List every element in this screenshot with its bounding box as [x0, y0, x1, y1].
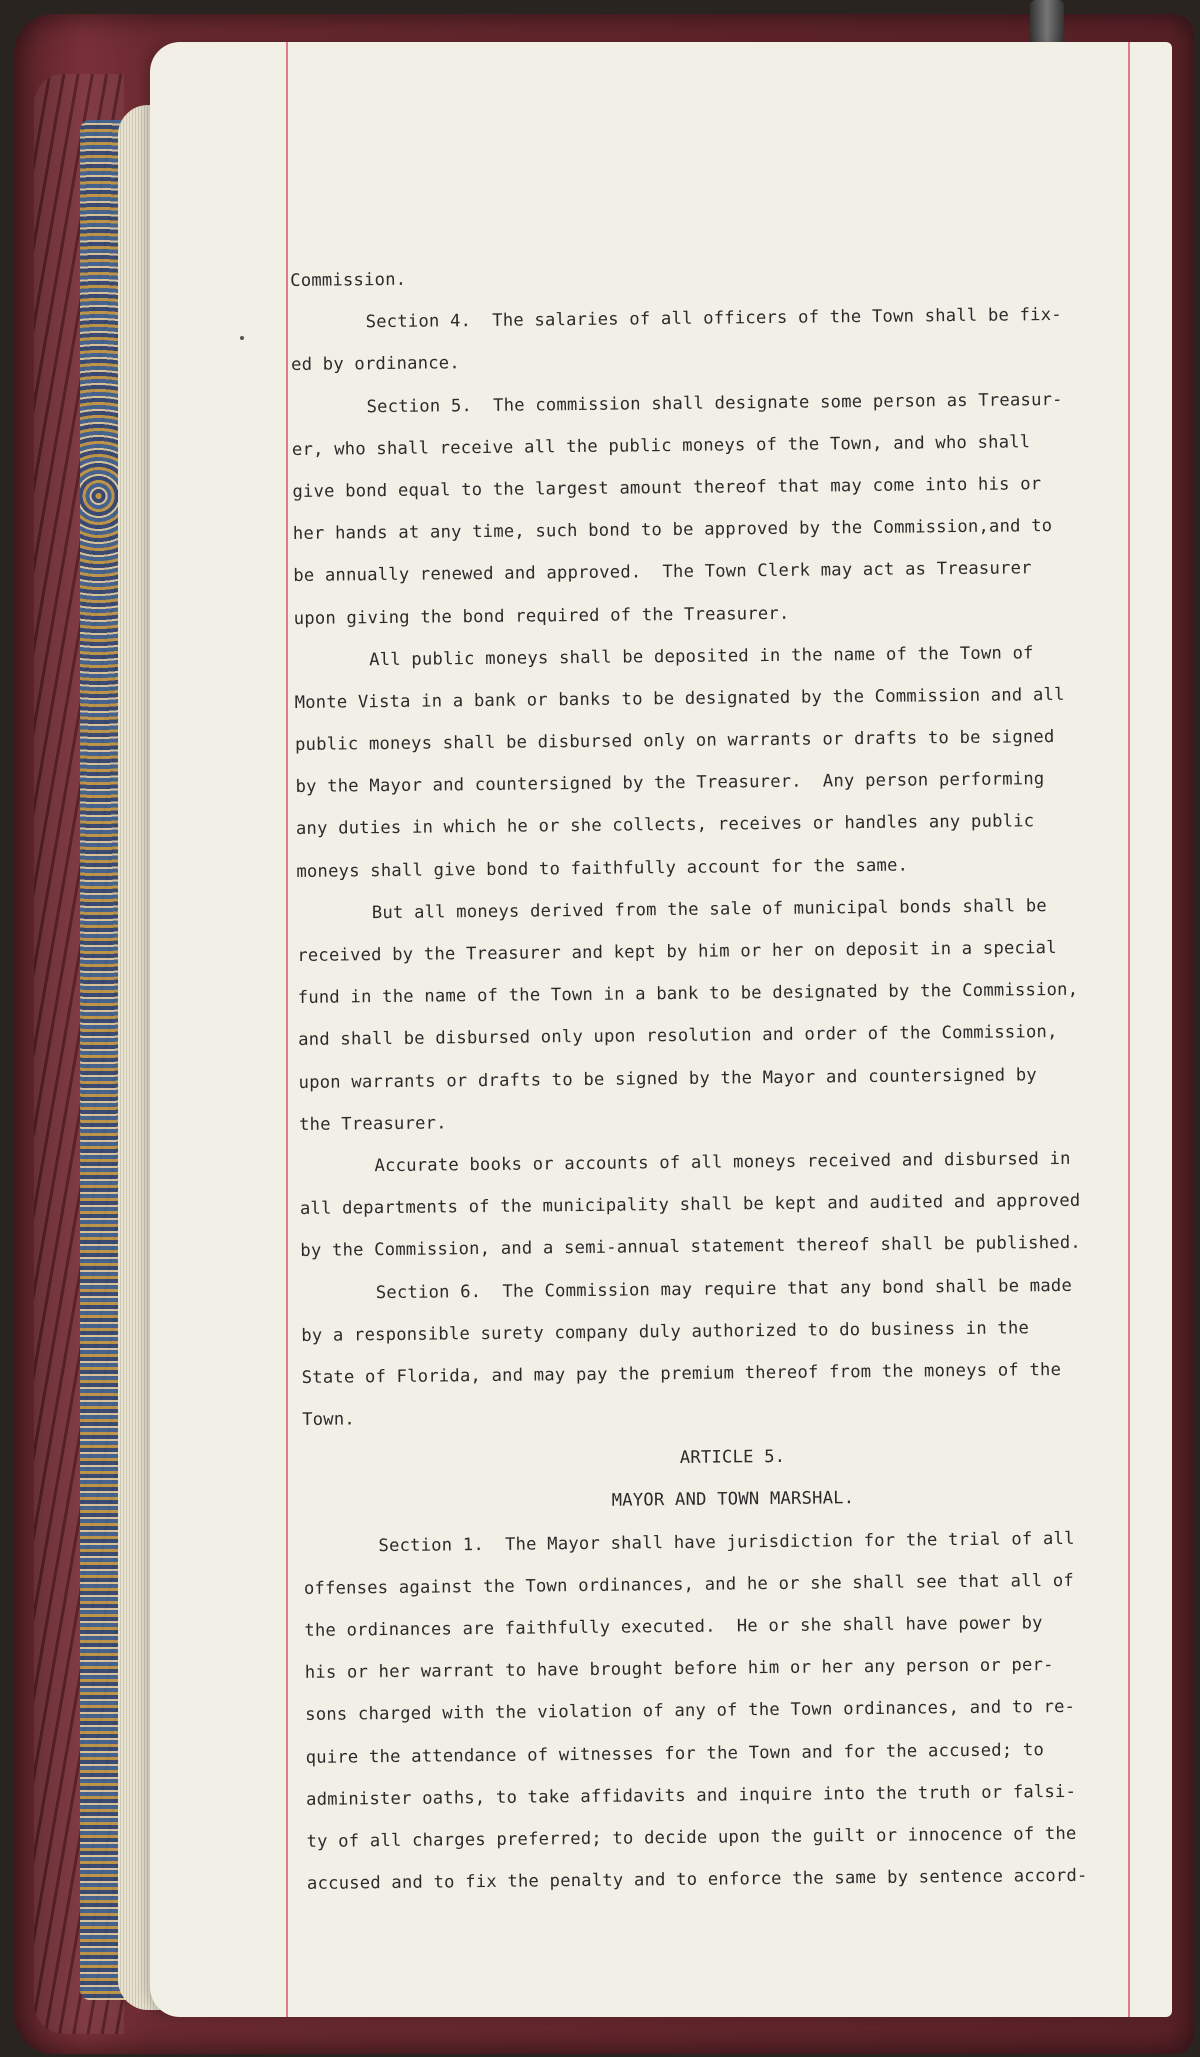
document-line: and shall be disbursed only upon resolution and order of the Commission, — [298, 1022, 1058, 1051]
document-line: State of Florida, and may pay the premium thereof from the moneys of the — [301, 1359, 1062, 1388]
document-line: Section 5. The commission shall designate some person as Treasur- — [366, 389, 1063, 417]
document-line: by a responsible surety company duly authorized to do business in the — [301, 1318, 1030, 1346]
document-line: give bond equal to the largest amount thereof that may come into his or — [292, 474, 1042, 502]
document-line: his or her warrant to have brought before him or her any person or per- — [304, 1655, 1054, 1684]
document-line: upon warrants or drafts to be signed by the Mayor and countersigned by — [298, 1064, 1038, 1093]
document-line: administer oaths, to take affidavits and inquire into the truth or falsi- — [306, 1781, 1077, 1810]
article-heading: MAYOR AND TOWN MARSHAL. — [611, 1488, 855, 1512]
document-line: any duties in which he or she collects, receives or handles any public — [295, 811, 1035, 840]
document-line: Monte Vista in a bank or banks to be designated by the Commission and all — [294, 684, 1065, 713]
document-line: offenses against the Town ordinances, and he or she shall see that all of — [303, 1570, 1074, 1599]
document-line: fund in the name of the Town in a bank to be designated by the Commission, — [297, 979, 1079, 1009]
document-line: Town. — [302, 1409, 355, 1430]
document-line: the ordinances are faithfully executed. He or she shall have power by — [304, 1613, 1043, 1641]
ink-dot — [240, 336, 244, 340]
left-margin-rule — [286, 42, 288, 2017]
typed-document-text — [290, 251, 1167, 1905]
document-line: ty of all charges preferred; to decide upon the guilt or innocence of the — [306, 1823, 1077, 1852]
document-line: be annually renewed and approved. The Town Clerk may act as Treasurer — [293, 558, 1032, 587]
document-line: Accurate books or accounts of all moneys received and disbursed in — [374, 1148, 1071, 1177]
document-line: All public moneys shall be deposited in the name of the Town of — [369, 642, 1034, 670]
document-line: But all moneys derived from the sale of municipal bonds shall be — [371, 895, 1047, 923]
document-line: accused and to fix the penalty and to enforce the same by sentence accord- — [306, 1865, 1088, 1895]
document-line: the Treasurer. — [298, 1113, 447, 1135]
document-line: by the Commission, and a semi-annual statement thereof shall be published. — [300, 1233, 1081, 1262]
document-line: Section 4. The salaries of all officers of the Town shall be fix- — [365, 305, 1062, 333]
document-line: moneys shall give bond to faithfully account for the same. — [296, 855, 909, 882]
document-line: received by the Treasurer and kept by him or her on deposit in a special — [297, 938, 1057, 966]
document-line: upon giving the bond required of the Treasurer. — [293, 603, 790, 629]
document-line: all departments of the municipality shall be kept and audited and approved — [299, 1190, 1081, 1220]
document-line: Section 6. The Commission may require that any bond shall be made — [375, 1275, 1073, 1303]
document-line: Commission. — [290, 269, 407, 291]
document-line: public moneys shall be disbursed only on warrants or drafts to be signed — [294, 727, 1055, 756]
document-line: by the Mayor and countersigned by the Treasurer. Any person performing — [295, 769, 1045, 798]
document-line: er, who shall receive all the public moneys of the Town, and who shall — [291, 432, 1031, 460]
article-heading: ARTICLE 5. — [679, 1447, 786, 1469]
document-line: quire the attendance of witnesses for the Town and for the accused; to — [305, 1739, 1045, 1768]
document-line: her hands at any time, such bond to be approved by the Commission,and to — [292, 516, 1053, 545]
document-line: Section 1. The Mayor shall have jurisdiction for the trial of all — [378, 1528, 1075, 1556]
document-line: ed by ordinance. — [290, 353, 460, 376]
document-line: sons charged with the violation of any of the Town ordinances, and to re- — [305, 1697, 1076, 1726]
